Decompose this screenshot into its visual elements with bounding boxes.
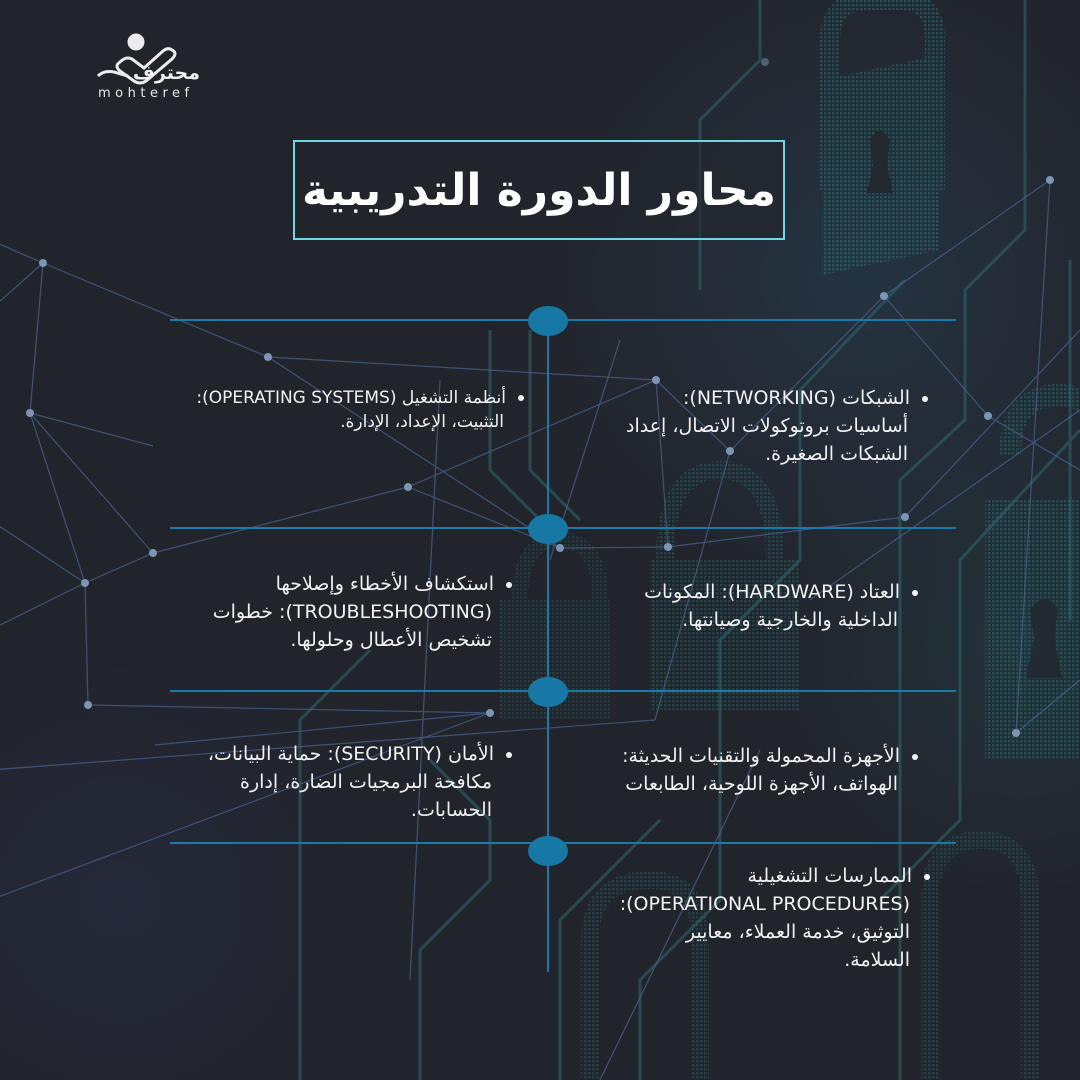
bullet-icon (922, 396, 928, 402)
topic-hardware: العتاد (HARDWARE): المكونات الداخلية والخارجية وصيانتها. (644, 578, 918, 634)
bullet-icon (912, 590, 918, 596)
topic-networking: الشبكات (NETWORKING): أساسيات بروتوكولات الاتصال، إعداد الشبكات الصغيرة. (626, 384, 928, 468)
timeline-node-4 (528, 836, 568, 866)
topic-operating-systems: أنظمة التشغيل (OPERATING SYSTEMS): التثبيت، الإعداد، الإدارة. (196, 386, 524, 434)
bullet-icon (506, 752, 512, 758)
timeline-node-1 (528, 306, 568, 336)
topic-security: الأمان (SECURITY): حماية البيانات، مكافحة البرمجيات الضارة، إدارة الحسابات. (208, 740, 512, 824)
topic-mobile-devices: الأجهزة المحمولة والتقنيات الحديثة: الهواتف، الأجهزة اللوحية، الطابعات (622, 742, 918, 798)
bullet-icon (924, 874, 930, 880)
topic-troubleshooting: استكشاف الأخطاء وإصلاحها (TROUBLESHOOTING): خطوات تشخيص الأعطال وحلولها. (213, 570, 512, 654)
timeline-node-3 (528, 677, 568, 707)
logo-latin-text: mohteref (98, 86, 194, 101)
bullet-icon (518, 395, 524, 401)
title-box (293, 140, 785, 240)
timeline-node-2 (528, 514, 568, 544)
timeline-vertical-line (547, 320, 549, 972)
bullet-icon (912, 754, 918, 760)
page-title: محاور الدورة التدريبية (302, 164, 776, 216)
lock-illustration (822, 0, 940, 275)
logo-arabic-text: محترف (132, 62, 200, 84)
topic-operational-procedures: الممارسات التشغيلية (OPERATIONAL PROCEDURES): التوثيق، خدمة العملاء، معايير السلامة. (620, 862, 930, 974)
bullet-icon (506, 582, 512, 588)
brand-logo (92, 32, 204, 100)
